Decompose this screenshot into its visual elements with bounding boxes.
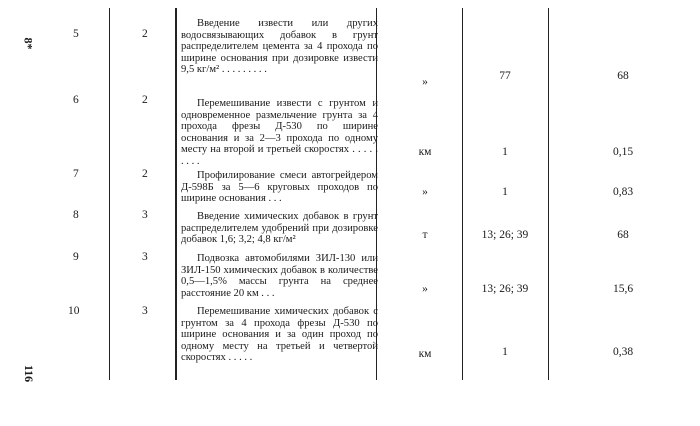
page-number: 116: [22, 364, 37, 383]
row-unit: »: [422, 186, 428, 198]
row-unit: т: [422, 229, 428, 241]
row-value: 0,38: [612, 346, 634, 358]
page-marker-top: 8*: [21, 37, 36, 50]
row-category: 2: [142, 168, 148, 180]
row-description: Перемешивание химических добавок с грунтом за 4 прохода фрезы Д-530 по ширине основания и за один проход по одному месту на третьей и четвертой скоростях . . . . .: [181, 306, 378, 364]
row-description: Введение химических добавок в грунт распределителем удобрений при дозировке добавок 1,6; 3,2; 4,8 кг/м²: [181, 211, 378, 246]
row-number: 5: [73, 28, 79, 40]
row-value: 15,6: [612, 283, 634, 295]
row-description: Введение извести или других водосвязывающих добавок в грунт распределителем цемента за 4 прохода по ширине основания при дозировке извести 9,5 кг/м² . . . . . . . . .: [181, 18, 378, 76]
row-category: 3: [142, 305, 148, 317]
column-rule: [109, 8, 110, 380]
row-count: 1: [502, 346, 508, 358]
row-unit: »: [422, 76, 428, 88]
row-number: 7: [73, 168, 79, 180]
row-category: 3: [142, 251, 148, 263]
row-value: 0,15: [612, 146, 634, 158]
row-category: 2: [142, 94, 148, 106]
row-count: 77: [499, 70, 511, 82]
row-unit: »: [422, 283, 428, 295]
row-description: Профилирование смеси автогрейдером Д-598Б за 5—6 круговых проходов по ширине основания . . .: [181, 170, 378, 205]
row-count: 1: [502, 146, 508, 158]
row-description: Перемешивание извести с грунтом и одновременное размельчение грунта за 4 прохода фрезы Д-530 по ширине основания и за 2—3 прохода по одному месту на второй и третьей скоростях . . . . . . . . .: [181, 98, 378, 167]
row-value: 68: [617, 229, 629, 241]
row-unit: км: [418, 348, 432, 360]
row-unit: км: [418, 146, 432, 158]
row-category: 3: [142, 209, 148, 221]
row-category: 2: [142, 28, 148, 40]
row-count: 13; 26; 39: [481, 283, 529, 295]
column-rule: [175, 8, 177, 380]
row-count: 13; 26; 39: [481, 229, 529, 241]
row-number: 6: [73, 94, 79, 106]
row-number: 9: [73, 251, 79, 263]
row-description: Подвозка автомобилями ЗИЛ-130 или ЗИЛ-150 химических добавок в количестве 0,5—1,5% массы грунта на среднее расстояние 20 км . . .: [181, 253, 378, 299]
row-value: 68: [617, 70, 629, 82]
row-count: 1: [502, 186, 508, 198]
row-value: 0,83: [612, 186, 634, 198]
row-number: 8: [73, 209, 79, 221]
row-number: 10: [68, 305, 80, 317]
